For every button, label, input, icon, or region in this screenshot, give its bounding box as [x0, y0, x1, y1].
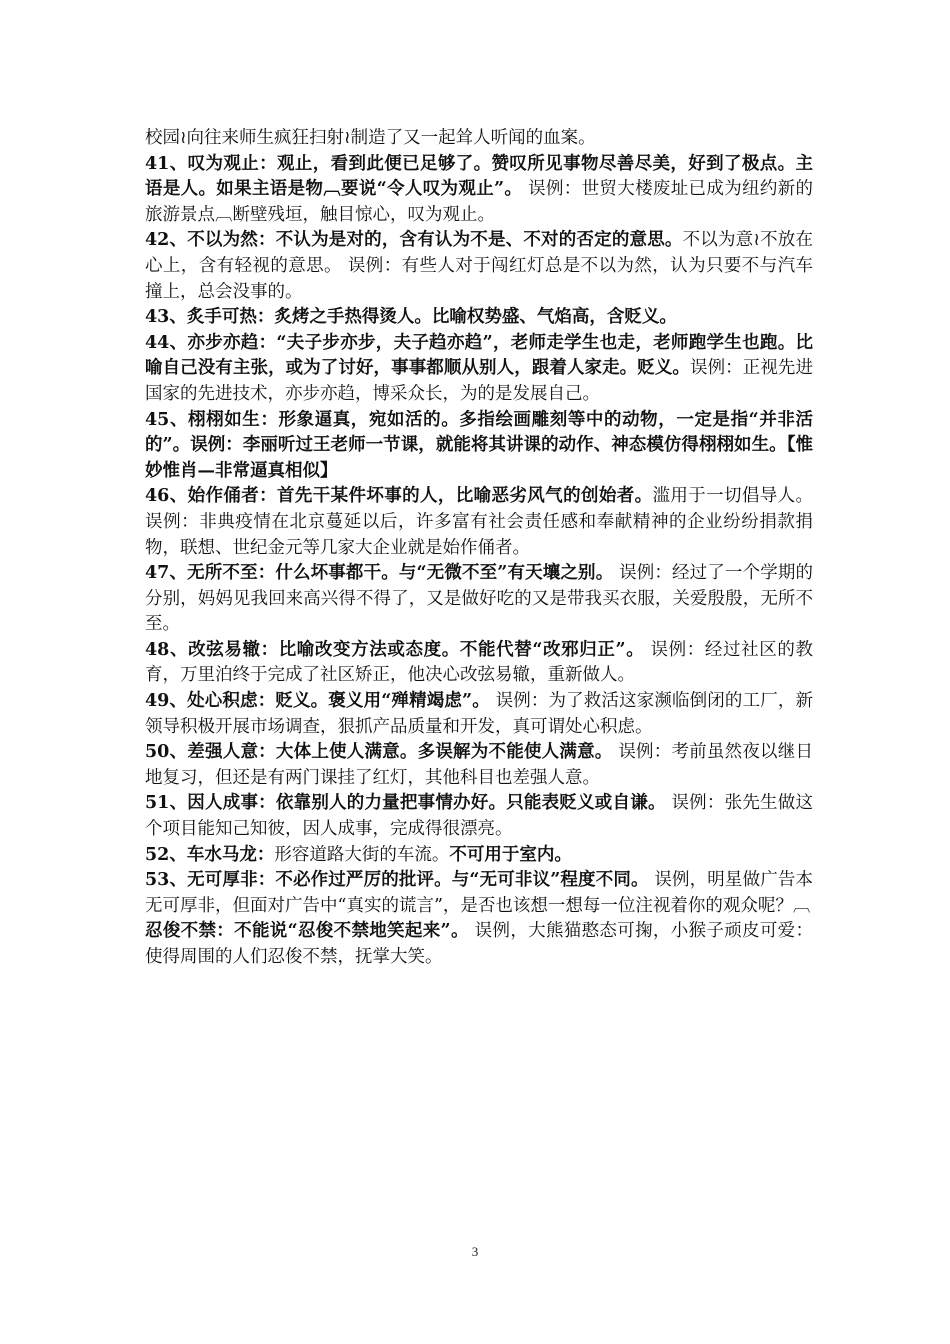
para-bold: 忍俊不禁：不能说“忍俊不禁地笑起来”。 — [145, 921, 469, 942]
paragraph-52 — [145, 843, 813, 869]
para-bold: 50、差强人意：大体上使人满意。多误解为不能使人满意。 — [145, 742, 613, 763]
para-text: 误例：世贸大楼废址已成为纽约新的旅游景点︹断壁残垣，触目惊心，叹为观止。 — [145, 179, 813, 225]
paragraph-42 — [145, 228, 813, 305]
para-text: 误例：经过社区的教育，万里泊终于完成了社区矫正，他决心改弦易辙，重新做人。 — [145, 639, 813, 686]
paragraph-48 — [145, 638, 813, 689]
para-text: 误例：考前虽然夜以继日地复习，但还是有两门课挂了红灯，其他科目也差强人意。 — [145, 742, 813, 788]
para-bold: 49、处心积虑：贬义。褒义用“殚精竭虑”。 — [145, 691, 490, 712]
paragraph-51 — [145, 791, 813, 842]
para-bold: 52、车水马龙： — [145, 844, 275, 865]
para-bold: 53、无可厚非：不必作过严厉的批评。与“无可非议”程度不同。 — [145, 870, 649, 891]
paragraph-intro — [145, 126, 813, 152]
paragraph-43 — [145, 305, 813, 331]
page-number: 3 — [471, 1244, 479, 1259]
para-bold: 43、炙手可热：炙烤之手热得烫人。比喻权势盛、气焰高，含贬义。 — [145, 307, 677, 328]
para-text: 校园≀向往来师生疯狂扫射≀制造了又一起耸人听闻的血案。 — [145, 128, 596, 148]
paragraph-53 — [145, 868, 813, 919]
para-text: 误例：张先生做这个项目能知己知彼，因人成事，完成得很漂亮。 — [145, 793, 813, 840]
document-body — [145, 126, 813, 971]
paragraph-44 — [145, 331, 813, 408]
para-bold: 45、栩栩如生：形象逼真，宛如活的。多指绘画雕刻等中的动物，一定是指“并非活的”。误例：李丽听过王老师一节课，就能将其讲课的动作、神态模仿得栩栩如生。【惟妙惟肖—非常逼真相似】 — [145, 409, 813, 481]
paragraph-46 — [145, 484, 813, 561]
para-text: 误例：正视先进国家的先进技术，亦步亦趋，博采众长，为的是发展自己。 — [145, 358, 814, 404]
para-bold: 42、不以为然：不认为是对的，含有认为不是、不对的否定的意思。 — [145, 230, 683, 251]
paragraph-41 — [145, 152, 813, 229]
paragraph-47 — [145, 561, 813, 638]
para-bold: 48、改弦易辙：比喻改变方法或态度。不能代替“改邪归正”。 — [145, 639, 645, 660]
para-text: 误例，大熊猫憨态可掬，小猴子顽皮可爱：使得周围的人们忍俊不禁，抚掌大笑。 — [145, 921, 813, 967]
para-text: 误例：经过了一个学期的分别，妈妈见我回来高兴得不得了，又是做好吃的又是带我买衣服，关爱殷殷，无所不至。 — [145, 563, 814, 635]
para-bold: 51、因人成事：依靠别人的力量把事情办好。只能表贬义或自谦。 — [145, 793, 666, 814]
para-bold-tail: 不可用于室内。 — [449, 844, 572, 865]
para-text: 不以为意≀不放在心上，含有轻视的意思。 误例：有些人对于闯红灯总是不以为然，认为只要不与汽车撞上，总会没事的。 — [145, 230, 813, 302]
para-text: 形容道路大街的车流。 — [274, 844, 450, 865]
para-bold: 47、无所不至：什么坏事都干。与“无微不至”有天壤之别。 — [145, 563, 614, 584]
paragraph-50 — [145, 740, 813, 791]
paragraph-49 — [145, 689, 813, 740]
para-text: 误例：为了救活这家濒临倒闭的工厂，新领导积极开展市场调查，狠抓产品质量和开发，真可谓处心积虑。 — [145, 691, 814, 737]
paragraph-45 — [145, 408, 813, 485]
para-bold: 41、叹为观止：观止，看到此便已足够了。赞叹所见事物尽善尽美，好到了极点。主语是人。如果主语是物︹要说“令人叹为观止”。 — [145, 153, 813, 200]
para-bold: 46、始作俑者：首先干某件坏事的人，比喻恶劣风气的创始者。 — [145, 486, 653, 507]
paragraph-renjunbujin — [145, 919, 813, 970]
para-bold: 44、亦步亦趋：“夫子步亦步，夫子趋亦趋”，老师走学生也走，老师跑学生也跑。比喻自己没有主张，或为了讨好，事事都顺从别人，跟着人家走。贬义。 — [145, 332, 813, 379]
para-text: 滥用于一切倡导人。 误例：非典疫情在北京蔓延以后，许多富有社会责任感和奉献精神的企业纷纷捐款捐物，联想、世纪金元等几家大企业就是始作俑者。 — [145, 486, 813, 558]
para-text: 误例，明星做广告本无可厚非，但面对广告中“真实的谎言”，是否也该想一想每一位注视着你的观众呢？︹ — [145, 870, 814, 916]
